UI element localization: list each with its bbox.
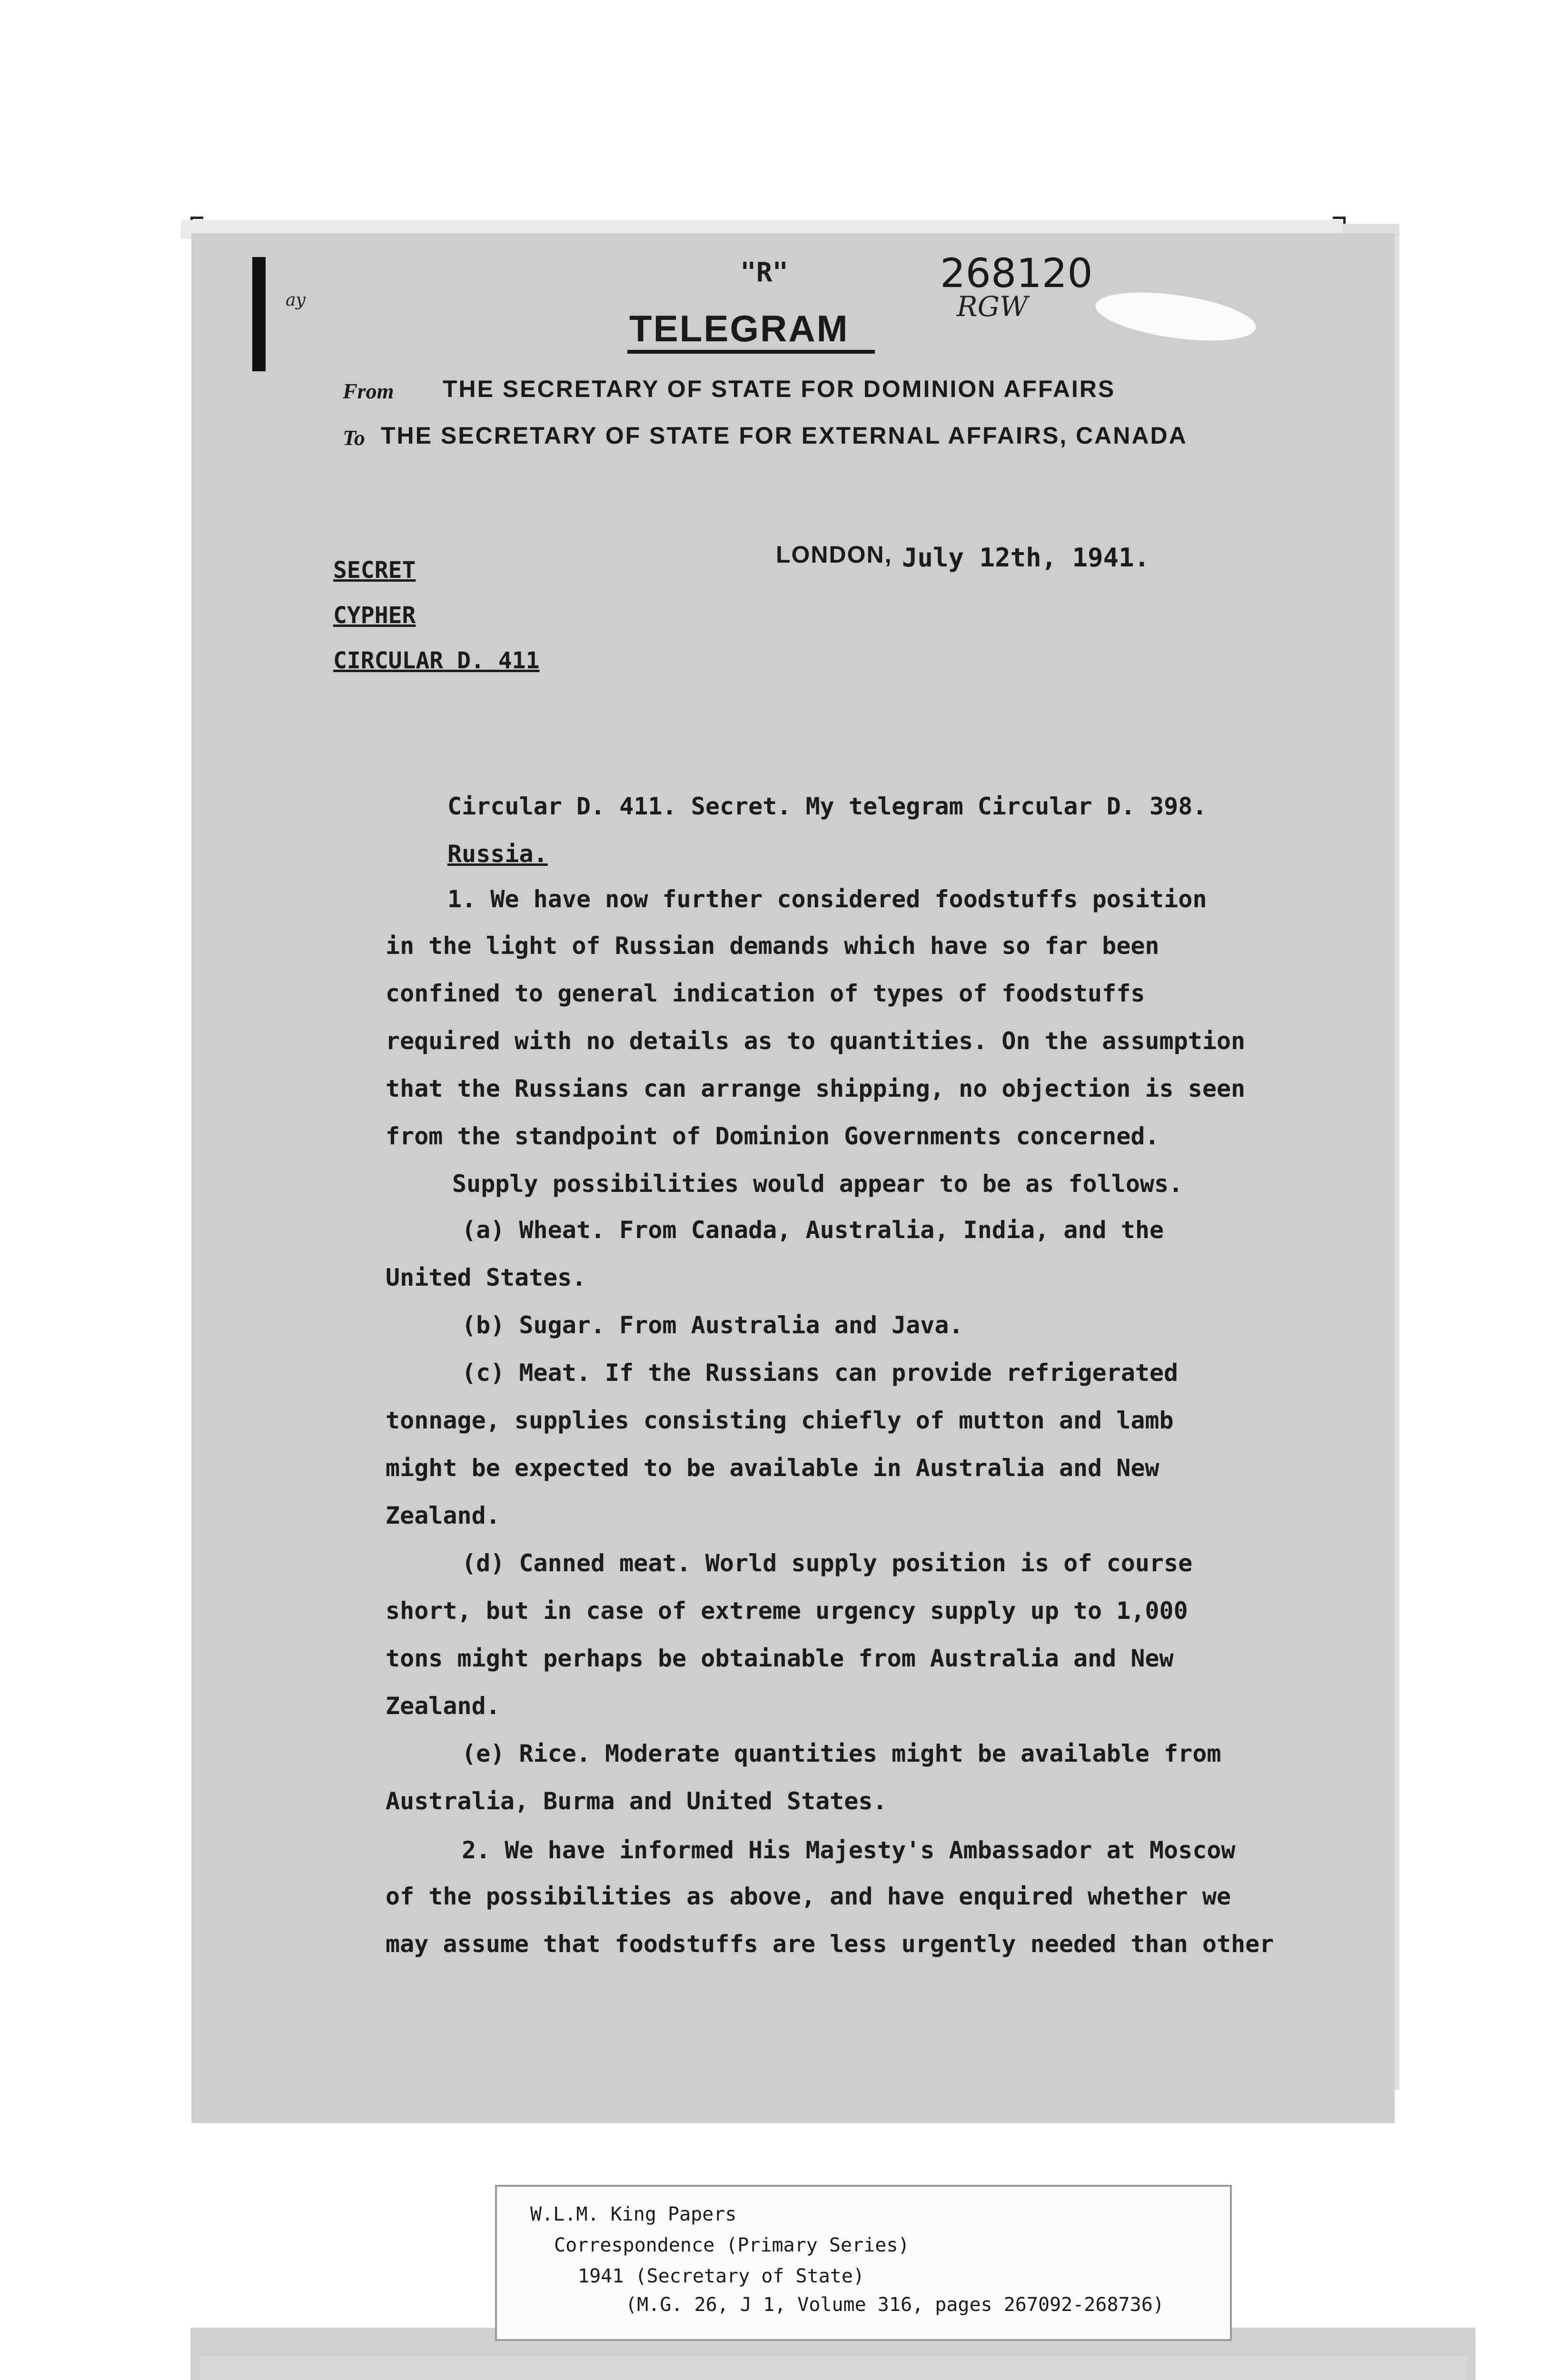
body-line: of the possibilities as above, and have enquired whether we xyxy=(386,1883,1231,1910)
body-line: tonnage, supplies consisting chiefly of mutton and lamb xyxy=(386,1407,1174,1434)
place-of-origin: LONDON, xyxy=(776,541,892,568)
body-line: (e) Rice. Moderate quantities might be available from xyxy=(462,1740,1221,1767)
archive-stamp-panel xyxy=(200,2356,1466,2380)
document-title: TELEGRAM xyxy=(629,307,849,349)
body-line: that the Russians can arrange shipping, no objection is seen xyxy=(386,1075,1246,1102)
archive-reference-card xyxy=(495,2185,1232,2341)
binder-tab xyxy=(252,257,266,371)
body-line: Supply possibilities would appear to be as follows. xyxy=(452,1170,1183,1198)
card-line-collection: W.L.M. King Papers xyxy=(530,2203,737,2225)
telegram-mark: "R" xyxy=(740,257,789,288)
body-heading-russia: Russia. xyxy=(447,840,548,868)
body-line: Circular D. 411. Secret. My telegram Circular D. 398. xyxy=(447,793,1207,820)
body-line: in the light of Russian demands which have so far been xyxy=(386,932,1160,960)
body-line: short, but in case of extreme urgency supply up to 1,000 xyxy=(386,1597,1188,1625)
to-value: THE SECRETARY OF STATE FOR EXTERNAL AFFAIRS, CANADA xyxy=(381,422,1188,449)
card-line-series: Correspondence (Primary Series) xyxy=(554,2234,910,2256)
margin-note: ay xyxy=(286,290,306,310)
body-line: required with no details as to quantities. On the assumption xyxy=(386,1027,1246,1055)
body-line: (c) Meat. If the Russians can provide refrigerated xyxy=(462,1359,1179,1387)
card-line-reference: (M.G. 26, J 1, Volume 316, pages 267092-268736) xyxy=(625,2294,1164,2316)
body-line: (a) Wheat. From Canada, Australia, India, and the xyxy=(462,1216,1164,1244)
document-number: 268120 xyxy=(940,250,1093,297)
from-value: THE SECRETARY OF STATE FOR DOMINION AFFAIRS xyxy=(443,376,1116,402)
telegram-date: July 12th, 1941. xyxy=(902,543,1150,573)
handwritten-initials: RGW xyxy=(957,290,1028,323)
card-line-year: 1941 (Secretary of State) xyxy=(578,2265,865,2287)
body-line: might be expected to be available in Australia and New xyxy=(386,1454,1160,1482)
body-line: may assume that foodstuffs are less urgently needed than other xyxy=(386,1930,1274,1958)
body-line: from the standpoint of Dominion Governments concerned. xyxy=(386,1122,1160,1150)
body-line: Zealand. xyxy=(386,1692,500,1720)
body-line: tons might perhaps be obtainable from Australia and New xyxy=(386,1645,1174,1672)
body-line: (b) Sugar. From Australia and Java. xyxy=(462,1311,963,1339)
to-label: To xyxy=(343,426,365,450)
body-line: Australia, Burma and United States. xyxy=(386,1787,887,1815)
classification-secret: SECRET xyxy=(333,557,416,584)
body-line: Zealand. xyxy=(386,1502,500,1529)
body-line: confined to general indication of types of foodstuffs xyxy=(386,980,1145,1007)
title-underline xyxy=(627,350,875,354)
body-line: 1. We have now further considered foodstuffs position xyxy=(447,885,1207,913)
classification-cypher: CYPHER xyxy=(333,602,416,629)
body-line: (d) Canned meat. World supply position is of course xyxy=(462,1549,1193,1577)
from-label: From xyxy=(343,379,394,403)
classification-circular: CIRCULAR D. 411 xyxy=(333,647,540,674)
body-line: United States. xyxy=(386,1264,586,1291)
body-line: 2. We have informed His Majesty's Ambassador at Moscow xyxy=(462,1836,1236,1864)
